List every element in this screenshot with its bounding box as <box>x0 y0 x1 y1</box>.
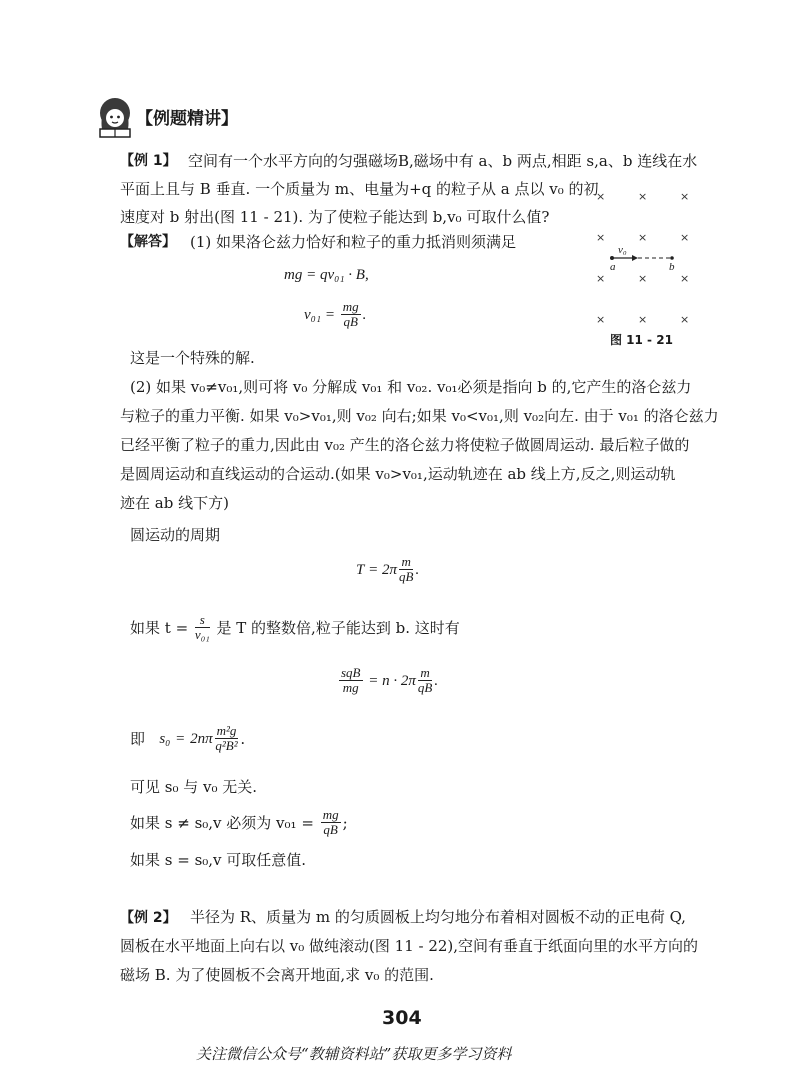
para-2-line-4: 是圆周运动和直线运动的合运动.(如果 v₀>v₀₁,运动轨迹在 ab 线上方,反之,则运动轨 <box>120 465 676 483</box>
field-mark: × <box>638 313 648 326</box>
example-2-line-1: 半径为 R、质量为 m 的匀质圆板上均匀地分布着相对圆板不动的正电荷 Q, <box>190 908 686 926</box>
figure-caption: 图 11 - 21 <box>610 333 673 347</box>
answer-line-1: (1) 如果洛仑兹力恰好和粒子的重力抵消则须满足 <box>190 233 517 251</box>
field-mark: × <box>638 190 648 203</box>
field-mark: × <box>596 190 606 203</box>
para-2-line-1: (2) 如果 v₀≠v₀₁,则可将 v₀ 分解成 v₀₁ 和 v₀₂. v₀₁必须是指向 b 的,它产生的洛仑兹力 <box>130 378 692 396</box>
label-b: b <box>669 261 675 273</box>
reading-mascot-icon <box>92 96 138 140</box>
para-2-line-2: 与粒子的重力平衡. 如果 v₀>v₀₁,则 v₀₂ 向右;如果 v₀<v₀₁,则 v₀₂向左. 由于 v₀₁ 的洛仑兹力 <box>120 407 719 425</box>
field-mark: × <box>638 231 648 244</box>
figure-11-21 <box>586 186 706 346</box>
example-1-line-3: 速度对 b 射出(图 11 - 21). 为了使粒子能达到 b,v₀ 可取什么值? <box>120 208 550 226</box>
para-2-line-3: 已经平衡了粒子的重力,因此由 v₀₂ 产生的洛仑兹力将使粒子做圆周运动. 最后粒子做的 <box>120 436 690 454</box>
equation-2: v₀₁ = $\frac{mg}{qB}$ . <box>304 299 367 330</box>
note-1: 可见 s₀ 与 v₀ 无关. <box>130 778 258 796</box>
equation-1: mg = qv₀₁ · B, <box>284 267 369 283</box>
field-mark: × <box>680 313 690 326</box>
field-mark: × <box>596 272 606 285</box>
field-mark: × <box>680 190 690 203</box>
label-v0: v₀ <box>618 244 627 256</box>
example-1-line-1: 空间有一个水平方向的匀强磁场B,磁场中有 a、b 两点,相距 s,a、b 连线在水 <box>188 152 698 170</box>
equation-3: T = 2π $\frac{m}{qB}$ . <box>356 554 420 585</box>
answer-tag: 【解答】 <box>120 234 176 250</box>
period-label: 圆运动的周期 <box>130 526 221 544</box>
field-mark: × <box>680 231 690 244</box>
example-2-line-2: 圆板在水平地面上向右以 v₀ 做纯滚动(图 11 - 22),空间有垂直于纸面向里的水平方向的 <box>120 937 699 955</box>
example-2-tag: 【例 2】 <box>120 910 177 926</box>
example-1-tag: 【例 1】 <box>120 153 177 169</box>
note-3: 如果 s = s₀,v 可取任意值. <box>130 851 307 869</box>
page-number: 304 <box>382 1007 422 1029</box>
field-mark: × <box>638 272 648 285</box>
equation-4: $\frac{\text{sqB}}{mg}$ = n · 2π $\frac{m}{qB}$ . <box>341 665 439 696</box>
example-2-line-3: 磁场 B. 为了使圆板不会离开地面,求 v₀ 的范围. <box>120 966 434 984</box>
footer-note: 关注微信公众号“教辅资料站”获取更多学习资料 <box>196 1045 512 1063</box>
field-mark: × <box>680 272 690 285</box>
point-b <box>670 256 674 260</box>
condition-line: 如果 t = $\frac{s}{\text{v₀₁}}$ 是 T 的整数倍,粒子能达到 b. 这时有 <box>130 612 460 643</box>
para-2-line-5: 迹在 ab 线下方) <box>120 494 229 512</box>
label-a: a <box>610 261 616 273</box>
field-mark: × <box>596 313 606 326</box>
section-title: 【例题精讲】 <box>136 109 238 129</box>
equation-5: 即 s₀ = 2nπ $\frac{\text{m²g}}{\text{q²B²}}$ . <box>130 723 246 754</box>
example-1-line-2: 平面上且与 B 垂直. 一个质量为 m、电量为+q 的粒子从 a 点以 v₀ 的初 <box>120 180 599 198</box>
special-solution-text: 这是一个特殊的解. <box>130 349 255 367</box>
note-2: 如果 s ≠ s₀,v 必须为 v₀₁ = $\frac{mg}{qB}$ ; <box>130 807 348 838</box>
field-mark: × <box>596 231 606 244</box>
